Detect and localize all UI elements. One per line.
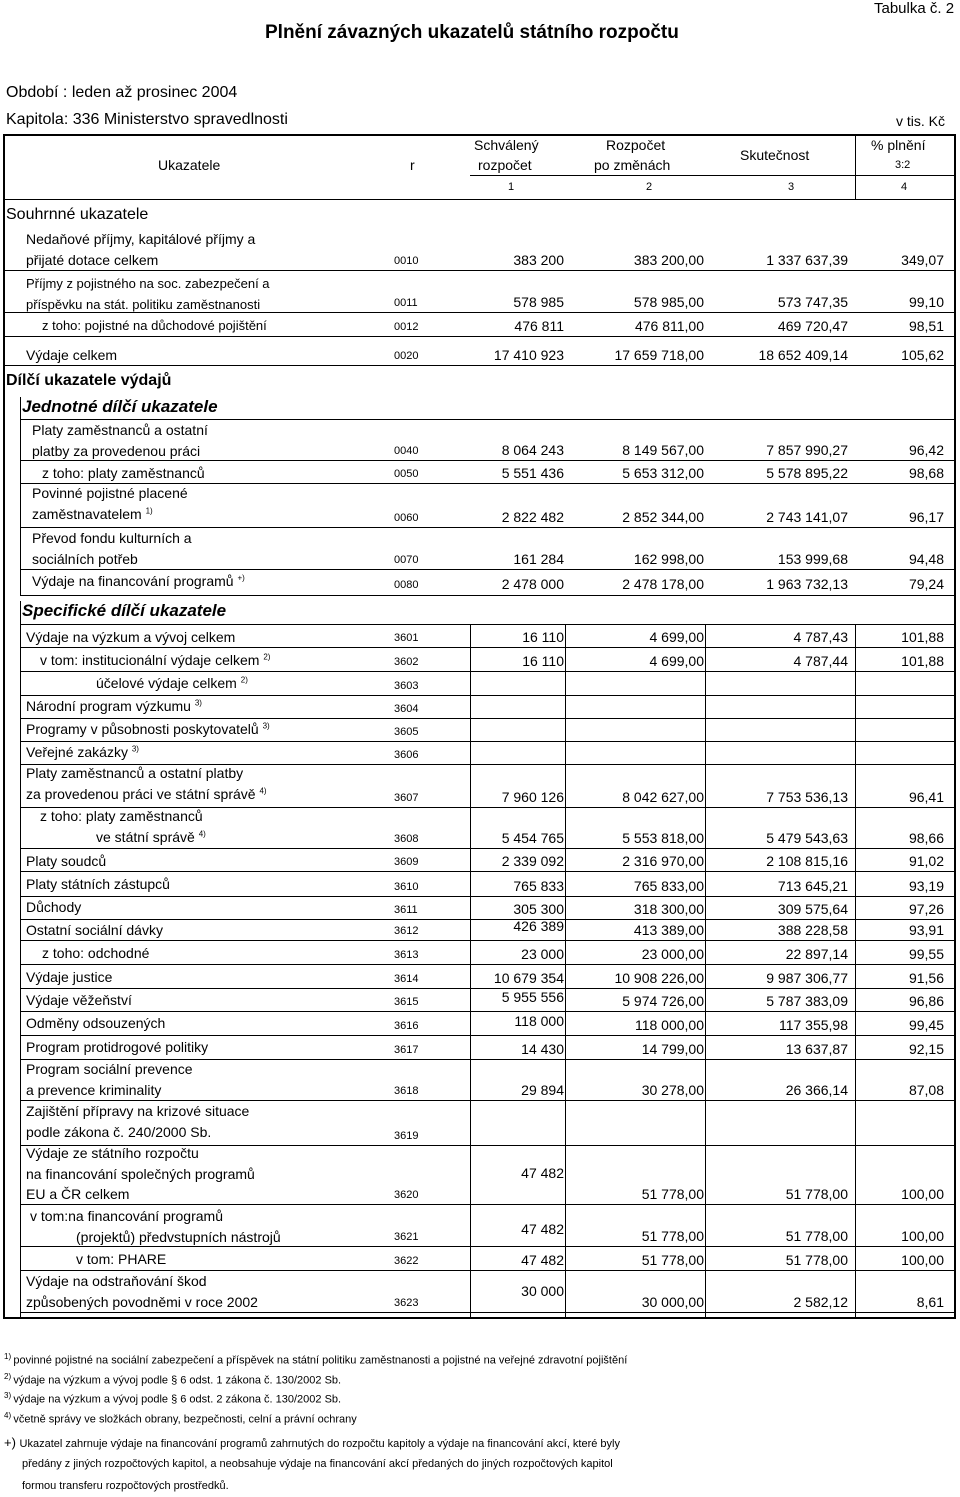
period: Období : leden až prosinec 2004 (6, 84, 238, 101)
row-label: Povinné pojistné placené (32, 485, 188, 501)
row-value-v4: 105,62 (901, 347, 944, 363)
row-value-v4: 100,00 (901, 1186, 944, 1202)
row-code: 3617 (394, 1044, 419, 1056)
footnote-mark: 2) (4, 1372, 14, 1381)
row-code: 3609 (394, 856, 419, 868)
row-value-v3: 5 479 543,63 (766, 830, 848, 846)
row-value-v2: 51 778,00 (641, 1228, 704, 1244)
row-value-v2: 162 998,00 (633, 551, 704, 567)
row-value-v4: 99,55 (908, 946, 944, 962)
row-value-v4: 79,24 (908, 576, 944, 592)
row-value-v4: 93,91 (908, 922, 944, 938)
header-num-1: 1 (508, 181, 515, 193)
row-label: Platy zaměstnanců a ostatní (32, 422, 208, 438)
row-divider (20, 896, 956, 897)
row-value-v3: 2 108 815,16 (766, 853, 848, 869)
row-label: a prevence kriminality (26, 1081, 162, 1098)
row-value-v1: 17 410 923 (493, 347, 564, 363)
header-ukazatele: Ukazatele (158, 157, 221, 173)
row-label: Převod fondu kulturních a (32, 530, 192, 546)
row-divider (20, 964, 956, 965)
section-specificke: Specifické dílčí ukazatele (22, 601, 227, 620)
row-divider (20, 871, 956, 872)
row-code: 3612 (394, 925, 419, 937)
row-code: 0060 (394, 512, 419, 524)
row-value-v3: 309 575,64 (777, 901, 848, 917)
row-label: Výdaje na financování programů +) (32, 573, 245, 589)
row-label: ve státní správě $^{4)}$ (96, 828, 206, 845)
row-divider (3, 365, 956, 366)
row-divider (20, 671, 956, 672)
row-code: 3611 (394, 904, 418, 916)
row-divider (20, 1011, 956, 1012)
row-divider (20, 1246, 956, 1247)
row-value-v1: 118 000 (514, 1013, 564, 1029)
row-value-v4: 96,86 (908, 993, 944, 1009)
row-code: 3614 (394, 973, 419, 985)
row-value-v2: 765 833,00 (633, 878, 704, 894)
row-value-v2: 118 000,00 (634, 1017, 704, 1033)
header-col4-line2: 3:2 (895, 159, 911, 171)
row-value-v2: 383 200,00 (633, 252, 704, 268)
row-value-v1: 426 389 (513, 918, 564, 934)
row-code: 0012 (394, 321, 419, 333)
chapter: Kapitola: 336 Ministerstvo spravedlnosti (6, 111, 288, 128)
row-value-v3: 5 578 895,22 (766, 465, 848, 481)
row-label: Programy v působnosti poskytovatelů $^{3)}$ (26, 721, 270, 737)
row-value-v4: 99,10 (908, 294, 944, 310)
row-code: 0020 (394, 350, 419, 362)
row-code: 3604 (394, 703, 419, 715)
row-value-v1: 476 811 (514, 318, 564, 334)
row-value-v1: 30 000 (521, 1283, 564, 1299)
row-value-v3: 4 787,44 (793, 653, 848, 669)
row-label: přijaté dotace celkem (26, 251, 159, 268)
row-label: z toho: odchodné (42, 945, 150, 961)
row-code: 3608 (394, 833, 419, 845)
row-value-v4: 98,51 (908, 318, 944, 334)
row-label: sociálních potřeb (32, 550, 138, 567)
row-label: Veřejné zakázky $^{3)}$ (26, 744, 139, 760)
row-value-v1: 29 894 (521, 1082, 564, 1098)
row-value-v3: 388 228,58 (777, 922, 848, 938)
row-value-v3: 5 787 383,09 (766, 993, 848, 1009)
row-value-v1: 47 482 (521, 1221, 564, 1237)
table-number: Tabulka č. 2 (874, 0, 955, 17)
row-value-v2: 4 699,00 (649, 653, 704, 669)
footnote: +) Ukazatel zahrnuje výdaje na financování programů zahrnutých do rozpočtu kapitoly a výdaje na financování akcí, které byly (4, 1435, 620, 1450)
row-value-v2: 5 974 726,00 (622, 993, 704, 1009)
row-value-v2: 2 316 970,00 (622, 853, 704, 869)
row-label: z toho: platy zaměstnanců (42, 465, 205, 481)
header-r: r (410, 157, 415, 173)
header-num-3: 3 (788, 181, 795, 193)
footnote-ref: 4) (259, 785, 267, 795)
row-value-v2: 51 778,00 (641, 1252, 704, 1268)
row-value-v1: 5 955 556 (501, 989, 564, 1005)
row-value-v3: 2 582,12 (793, 1294, 848, 1310)
row-label: zaměstnavatelem $^{1)}$ (32, 505, 153, 522)
row-value-v2: 2 852 344,00 (622, 509, 704, 525)
row-value-v2: 318 300,00 (633, 901, 704, 917)
row-label: Platy soudců (26, 853, 107, 869)
row-value-v2: 14 799,00 (641, 1041, 704, 1057)
row-code: 3616 (394, 1020, 419, 1032)
row-code: 3601 (394, 632, 419, 644)
row-value-v4: 96,42 (908, 442, 944, 458)
row-code: 0050 (394, 468, 419, 480)
footnote-ref: 2) (240, 675, 248, 685)
column-divider (470, 624, 471, 1319)
footnote-ref: +) (237, 573, 245, 583)
row-value-v2: 4 699,00 (649, 629, 704, 645)
row-label: Odměny odsouzených (26, 1015, 166, 1031)
row-value-v1: 765 833 (513, 878, 564, 894)
row-divider (3, 336, 956, 337)
row-label: způsobených povodněmi v roce 2002 (26, 1293, 258, 1310)
row-value-v2: 30 278,00 (641, 1082, 704, 1098)
row-value-v3: 4 787,43 (793, 629, 848, 645)
row-value-v3: 26 366,14 (785, 1082, 848, 1098)
row-label: podle zákona č. 240/2000 Sb. (26, 1123, 212, 1140)
row-value-v2: 578 985,00 (633, 294, 704, 310)
row-divider (20, 940, 956, 941)
row-label: Program protidrogové politiky (26, 1039, 209, 1055)
section-souhrnne: Souhrnné ukazatele (6, 206, 149, 223)
footnote: $^{1)}$ povinné pojistné na sociální zabezpečení a příspěvek na státní politiku zaměstnanosti a pojistné na veřejné zdravotní pojištění (4, 1352, 628, 1367)
row-label: Výdaje na výzkum a vývoj celkem (26, 629, 236, 645)
row-value-v4: 98,66 (908, 830, 944, 846)
footnote: $^{4)}$ včetně správy ve složkách obrany, bezpečnosti, celní a právní ochrany (4, 1411, 357, 1426)
row-label: v tom: PHARE (76, 1251, 167, 1267)
footnote-ref: 3) (194, 698, 202, 708)
row-value-v1: 161 284 (513, 551, 564, 567)
row-code: 3603 (394, 680, 419, 692)
section-jednotne: Jednotné dílčí ukazatele (22, 397, 218, 416)
row-value-v4: 97,26 (908, 901, 944, 917)
header-col4-line1: % plnění (871, 137, 926, 153)
header-col1-line1: Schválený (474, 137, 539, 153)
footnote-mark: +) (4, 1435, 20, 1450)
row-label: EU a ČR celkem (26, 1186, 130, 1202)
row-value-v4: 93,19 (908, 878, 944, 894)
row-code: 0010 (394, 255, 419, 267)
row-value-v1: 16 110 (522, 653, 564, 669)
row-code: 3622 (394, 1255, 419, 1267)
row-code: 3602 (394, 656, 419, 668)
row-value-v4: 98,68 (908, 465, 944, 481)
row-code: 3623 (394, 1297, 419, 1309)
row-value-v2: 5 553 818,00 (622, 830, 704, 846)
row-label: Platy zaměstnanců a ostatní platby (26, 765, 244, 781)
row-label: za provedenou práci ve státní správě $^{4)}$ (26, 785, 267, 802)
row-code: 3610 (394, 881, 419, 893)
footnote-ref: 3) (262, 721, 270, 731)
row-value-v3: 1 337 637,39 (766, 252, 848, 268)
row-value-v2: 476 811,00 (634, 318, 704, 334)
row-value-v3: 1 963 732,13 (766, 576, 848, 592)
row-value-v1: 10 679 354 (493, 970, 564, 986)
row-value-v2: 51 778,00 (641, 1186, 704, 1202)
row-code: 3620 (394, 1189, 419, 1201)
column-divider (705, 624, 706, 1319)
section-dilci: Dílčí ukazatele výdajů (6, 372, 172, 389)
row-label: Výdaje celkem (26, 347, 118, 363)
row-code: 3618 (394, 1085, 419, 1097)
row-code: 3621 (394, 1231, 419, 1243)
row-value-v3: 2 743 141,07 (766, 509, 848, 525)
row-divider (20, 1100, 956, 1101)
row-divider (20, 919, 956, 920)
row-label: platby za provedenou práci (32, 442, 201, 459)
row-value-v4: 92,15 (908, 1041, 944, 1057)
row-label: Důchody (26, 899, 82, 915)
row-divider (3, 312, 956, 313)
row-value-v3: 18 652 409,14 (758, 347, 848, 363)
row-value-v1: 8 064 243 (501, 442, 564, 458)
row-divider (20, 1204, 956, 1205)
row-value-v2: 8 042 627,00 (622, 789, 704, 805)
row-value-v4: 91,02 (908, 853, 944, 869)
footnote: $^{3)}$ výdaje na výzkum a vývoj podle § 6 odst. 2 zákona č. 130/2002 Sb. (4, 1391, 342, 1406)
row-code: 0080 (394, 579, 419, 591)
row-value-v4: 101,88 (901, 653, 944, 669)
page-title: Plnění závazných ukazatelů státního rozpočtu (265, 22, 679, 43)
footnote-mark: 1) (4, 1352, 14, 1361)
row-value-v4: 96,17 (908, 509, 944, 525)
row-value-v3: 153 999,68 (777, 551, 848, 567)
header-col3: Skutečnost (740, 147, 810, 163)
row-divider (20, 1059, 956, 1060)
row-value-v2: 2 478 178,00 (622, 576, 704, 592)
row-label: z toho: platy zaměstnanců (40, 808, 203, 824)
footnote-ref: 3) (131, 744, 139, 754)
row-divider (20, 1035, 956, 1036)
units: v tis. Kč (896, 113, 946, 129)
row-label: Výdaje věžeňství (26, 992, 132, 1008)
row-divider (20, 1312, 956, 1313)
footnote: $^{2)}$ výdaje na výzkum a vývoj podle § 6 odst. 1 zákona č. 130/2002 Sb. (4, 1372, 342, 1387)
row-value-v3: 469 720,47 (777, 318, 848, 334)
footnote-ref: 4) (198, 828, 206, 838)
row-label: Zajištění přípravy na krizové situace (26, 1103, 250, 1119)
row-value-v4: 349,07 (901, 252, 944, 268)
row-value-v4: 100,00 (901, 1252, 944, 1268)
row-code: 0011 (394, 297, 418, 309)
row-value-v3: 13 637,87 (785, 1041, 848, 1057)
row-divider (20, 483, 956, 484)
row-value-v2: 5 653 312,00 (622, 465, 704, 481)
row-label: v tom:na financování programů (30, 1208, 223, 1224)
header-col2-line2: po změnách (594, 157, 671, 173)
column-divider (855, 624, 856, 1319)
row-value-v3: 51 778,00 (785, 1186, 848, 1202)
row-value-v1: 305 300 (513, 901, 564, 917)
row-value-v2: 23 000,00 (641, 946, 704, 962)
row-value-v3: 713 645,21 (777, 878, 848, 894)
header-num-2: 2 (646, 181, 653, 193)
row-divider (20, 1270, 956, 1271)
row-label: Platy státních zástupců (26, 876, 170, 892)
row-divider (20, 695, 956, 696)
row-value-v1: 47 482 (521, 1252, 564, 1268)
row-divider (20, 569, 956, 570)
row-value-v1: 383 200 (513, 252, 564, 268)
row-label: v tom: institucionální výdaje celkem $^{2)}$ (40, 652, 271, 668)
row-value-v4: 100,00 (901, 1228, 944, 1244)
row-value-v4: 94,48 (908, 551, 944, 567)
row-label: z toho: pojistné na důchodové pojištění (42, 318, 267, 333)
footnote-mark: 3) (4, 1391, 14, 1400)
row-label: Národní program výzkumu $^{3)}$ (26, 698, 202, 714)
row-label: Výdaje na odstraňování škod (26, 1273, 207, 1289)
row-value-v1: 5 454 765 (501, 830, 564, 846)
row-label: (projektů) předvstupních nástrojů (76, 1228, 281, 1245)
row-label: na financování společných programů (26, 1165, 255, 1182)
row-value-v1: 16 110 (522, 629, 564, 645)
row-value-v1: 2 339 092 (501, 853, 564, 869)
row-code: 3619 (394, 1130, 419, 1142)
row-value-v1: 2 478 000 (501, 576, 564, 592)
row-label: Příjmy z pojistného na soc. zabezpečení a (26, 276, 270, 291)
row-code: 0070 (394, 554, 419, 566)
row-value-v4: 87,08 (908, 1082, 944, 1098)
row-label: Ostatní sociální dávky (26, 922, 163, 938)
footnote-ref: 1) (145, 505, 153, 515)
footnote-ref: 2) (263, 652, 271, 662)
row-value-v2: 8 149 567,00 (622, 442, 704, 458)
row-divider (20, 460, 956, 461)
row-value-v3: 7 857 990,27 (766, 442, 848, 458)
header-col1-line2: rozpočet (478, 157, 532, 173)
row-divider (20, 527, 956, 528)
row-value-v1: 47 482 (521, 1165, 564, 1181)
header-col2-line1: Rozpočet (606, 137, 666, 153)
footnote-mark: 4) (4, 1411, 14, 1420)
row-divider (20, 718, 956, 719)
row-value-v2: 413 389,00 (633, 922, 704, 938)
row-value-v1: 7 960 126 (501, 789, 564, 805)
row-label: příspěvku na stát. politiku zaměstnanosti (26, 296, 261, 312)
row-value-v4: 96,41 (908, 789, 944, 805)
row-value-v3: 22 897,14 (785, 946, 848, 962)
row-value-v4: 8,61 (916, 1294, 944, 1310)
footnote: formou transferu rozpočtových prostředků. (22, 1480, 229, 1492)
row-label: Program sociální prevence (26, 1061, 193, 1077)
row-divider (20, 647, 956, 648)
row-value-v4: 101,88 (901, 629, 944, 645)
row-divider (20, 988, 956, 989)
column-divider (565, 624, 566, 1319)
row-value-v3: 51 778,00 (785, 1228, 848, 1244)
row-value-v1: 14 430 (521, 1041, 564, 1057)
row-code: 3613 (394, 949, 419, 961)
row-value-v3: 7 753 536,13 (766, 789, 848, 805)
row-divider (3, 270, 956, 271)
row-value-v1: 2 822 482 (501, 509, 564, 525)
row-value-v3: 51 778,00 (785, 1252, 848, 1268)
row-label: Nedaňové příjmy, kapitálové příjmy a (26, 231, 256, 247)
row-label: Výdaje justice (26, 969, 113, 985)
row-value-v1: 5 551 436 (501, 465, 564, 481)
row-code: 3607 (394, 792, 419, 804)
header-num-4: 4 (901, 181, 908, 193)
row-label: účelové výdaje celkem $^{2)}$ (96, 675, 248, 691)
row-value-v2: 30 000,00 (641, 1294, 704, 1310)
row-value-v2: 17 659 718,00 (614, 347, 704, 363)
footnote: předány z jiných rozpočtových kapitol, a neobsahuje výdaje na financování akcí předaných do jiných rozpočtových kapitol (22, 1458, 613, 1470)
row-value-v4: 99,45 (908, 1017, 944, 1033)
row-value-v1: 578 985 (513, 294, 564, 310)
row-code: 0040 (394, 445, 419, 457)
row-code: 3615 (394, 996, 419, 1008)
row-code: 3606 (394, 749, 419, 761)
row-value-v3: 9 987 306,77 (766, 970, 848, 986)
row-value-v3: 117 355,98 (778, 1017, 848, 1033)
row-divider (20, 741, 956, 742)
row-code: 3605 (394, 726, 419, 738)
row-value-v4: 91,56 (908, 970, 944, 986)
row-value-v1: 23 000 (521, 946, 564, 962)
row-value-v2: 10 908 226,00 (614, 970, 704, 986)
row-value-v3: 573 747,35 (777, 294, 848, 310)
row-label: Výdaje ze státního rozpočtu (26, 1145, 199, 1161)
row-divider (20, 848, 956, 849)
